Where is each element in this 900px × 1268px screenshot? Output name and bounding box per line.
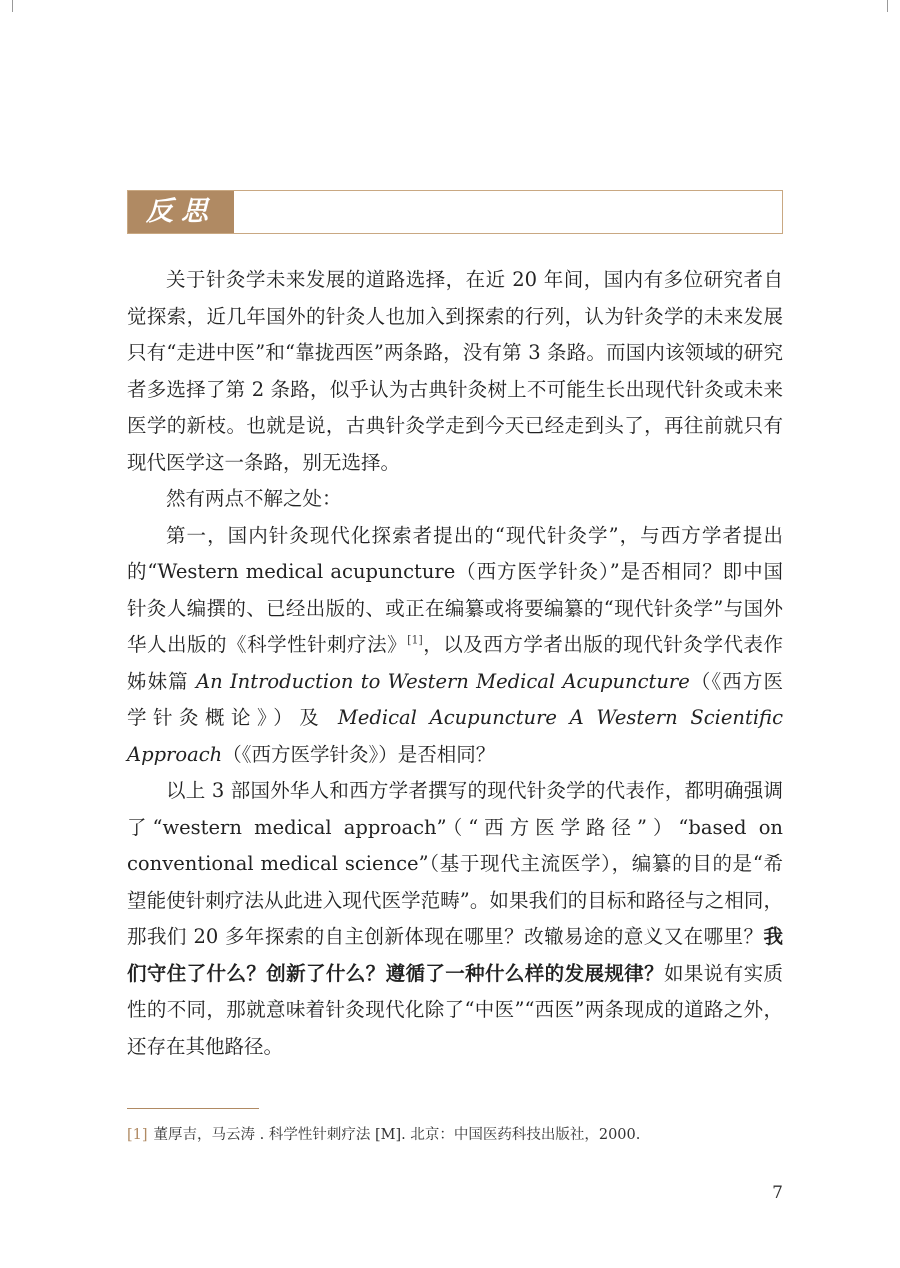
footnote-divider	[127, 1108, 259, 1109]
paragraph-1: 关于针灸学未来发展的道路选择，在近 20 年间，国内有多位研究者自觉探索，近几年国外的针灸人也加入到探索的行列，认为针灸学的未来发展只有“走进中医”和“靠拢西医”两条路，没有第 3 条路。而国内该领域的研究者多选择了第 2 条路，似乎认为古典针灸树上不可能生长出现代针灸或未来医学的新枝。也就是说，古典针灸学走到今天已经走到头了，再往前就只有现代医学这一条路，别无选择。	[127, 268, 783, 474]
footnote-text: 董厚吉，马云涛 . 科学性针刺疗法 [M]. 北京：中国医药科技出版社，2000.	[153, 1127, 641, 1143]
book-title-2: Medical Acupuncture A Western Scientific Approach	[127, 706, 783, 766]
book-title-1: An Introduction to Western Medical Acupuncture	[196, 669, 690, 693]
page-number: 7	[772, 1183, 783, 1203]
citation-ref[interactable]: [1]	[407, 633, 423, 647]
section-title: 反思	[128, 191, 234, 233]
paragraph-4	[127, 773, 783, 1065]
paragraph-3-text-a: 第一，国内针灸现代化探索者提出的“现代针灸学”，与西方学者提出的“Western medical acupuncture（西方医学针灸）”是否相同？即中国针灸人编撰的、已经出版的、或正在编纂或将要编纂的“现代针灸学”与国外华人出版的《科学性针刺疗法》	[127, 523, 783, 656]
paragraph-3-text-b: ，以及西方学者出版的现代针灸学代表作姊妹篇	[127, 633, 783, 693]
section-header	[127, 190, 783, 234]
paragraph-3-text-c: （《西方医学针灸概论》）及	[127, 669, 783, 729]
footnote-marker: [1]	[127, 1127, 148, 1143]
crop-mark-top-right	[887, 0, 900, 12]
footnote	[127, 1124, 783, 1146]
paragraph-3	[127, 518, 783, 774]
paragraph-4-text-b: 如果说有实质性的不同，那就意味着针灸现代化除了“中医”“西医”两条现成的道路之外，还存在其他路径。	[127, 961, 783, 1058]
paragraph-3-text-d: （《西方医学针灸》）是否相同？	[222, 742, 496, 766]
paragraph-4-text-a: 以上 3 部国外华人和西方学者撰写的现代针灸学的代表作，都明确强调了“western medical approach”（“西方医学路径”）“based on conventional medical science”（基于现代主流医学），编纂的目的是“希望能使针刺疗法从此进入现代医学范畴”。如果我们的目标和路径与之相同，那我们 20 多年探索的自主创新体现在哪里？改辙易途的意义又在哪里？	[127, 779, 783, 948]
main-text	[127, 262, 783, 1065]
emphasis-text: 我们守住了什么？创新了什么？遵循了一种什么样的发展规律？	[127, 925, 783, 985]
crop-mark-top-left	[0, 0, 13, 12]
paragraph-2: 然有两点不解之处：	[166, 487, 342, 510]
